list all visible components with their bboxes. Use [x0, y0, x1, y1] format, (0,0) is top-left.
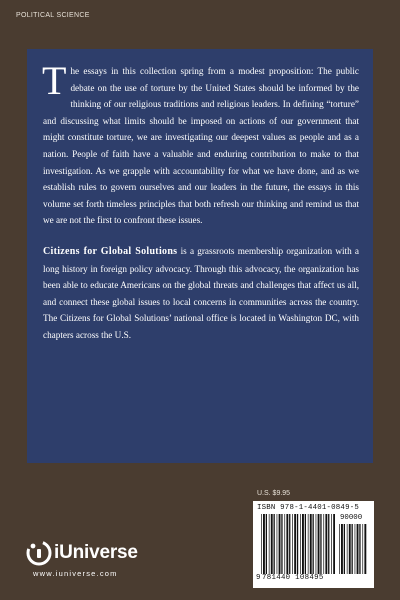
barcode-bar — [355, 524, 356, 574]
category-label: POLITICAL SCIENCE — [16, 12, 90, 19]
barcode-bar — [266, 514, 267, 574]
publisher-url: www.iuniverse.com — [33, 569, 118, 578]
barcode-lead-digit: 9 — [256, 574, 261, 582]
barcode-bar — [364, 524, 366, 574]
barcode-bar — [318, 514, 320, 574]
barcode-bar — [316, 514, 317, 574]
isbn-label: ISBN 978-1-4401-0849-5 — [257, 504, 359, 512]
barcode-bar — [300, 514, 301, 574]
barcode-bar — [261, 514, 262, 574]
ean-barcode-bars — [261, 514, 335, 574]
barcode-bar — [349, 524, 351, 574]
intro-paragraph — [42, 58, 359, 229]
barcode-bar — [359, 524, 360, 574]
barcode-bar — [271, 514, 273, 574]
barcode-bar — [308, 514, 309, 574]
barcode-bar — [297, 514, 298, 574]
barcode-bar — [289, 514, 290, 574]
barcode-bar — [313, 514, 314, 574]
barcode-bar — [344, 524, 345, 574]
publisher-name: iUniverse — [54, 542, 138, 563]
barcode-bar — [323, 514, 324, 574]
barcode-bar — [325, 514, 327, 574]
barcode-bar — [279, 514, 281, 574]
barcode-bar — [357, 524, 359, 574]
organization-name: Citizens for Global Solutions — [43, 245, 178, 257]
barcode-bar — [333, 514, 335, 574]
description-panel — [27, 49, 373, 463]
price-barcode-bars — [339, 524, 367, 574]
barcode-bar — [263, 514, 265, 574]
barcode-bar — [269, 514, 270, 574]
barcode-digits: 781440 108495 — [262, 574, 324, 582]
barcode-bar — [347, 524, 348, 574]
barcode-bar — [305, 514, 306, 574]
barcode — [253, 501, 374, 588]
barcode-bar — [341, 524, 343, 574]
iuniverse-swirl-icon — [26, 540, 52, 566]
organization-text: is a grassroots membership organization with a long history in foreign policy advocacy. Through this advocacy, the organization has been able to educate Americans on the global threats and challenges that affect us all, and connect these global issues to local concerns in communities across the country. The Citizens for Global Solutions’ national office is located in Washington DC, with chapters across the U.S. — [43, 245, 359, 340]
barcode-bar — [302, 514, 304, 574]
barcode-bar — [339, 524, 340, 574]
barcode-bar — [281, 514, 282, 574]
publisher-logo — [26, 540, 138, 566]
barcode-bar — [284, 514, 285, 574]
barcode-bar — [274, 514, 275, 574]
barcode-bar — [328, 514, 329, 574]
organization-paragraph — [43, 243, 359, 344]
barcode-bar — [294, 514, 296, 574]
barcode-bar — [292, 514, 293, 574]
barcode-bar — [310, 514, 312, 574]
price-code: 90000 — [340, 514, 363, 522]
drop-cap: T — [42, 58, 67, 103]
barcode-bar — [362, 524, 363, 574]
intro-text: he essays in this collection spring from a modest proposition: The public debate on the use of torture by the United States should be informed by the thinking of our religious traditions and religious leaders. In defining “torture” and discussing what limits should be imposed on actions of our government that might constitute torture, we are investigating our deepest values as people and as a nation. People of faith have a valuable and enduring contribution to make to that investigation. As we grapple with accountability for what we have done, and as we establish rules to govern ourselves and our leaders in the future, the essays in this volume set forth timeless principles that both refresh our thinking and remind us that we are not the first to confront these issues. — [43, 66, 359, 226]
barcode-bar — [277, 514, 278, 574]
barcode-bar — [320, 514, 321, 574]
barcode-bar — [352, 524, 353, 574]
price-label: U.S. $9.95 — [257, 490, 291, 497]
barcode-bar — [286, 514, 288, 574]
barcode-bar — [331, 514, 332, 574]
